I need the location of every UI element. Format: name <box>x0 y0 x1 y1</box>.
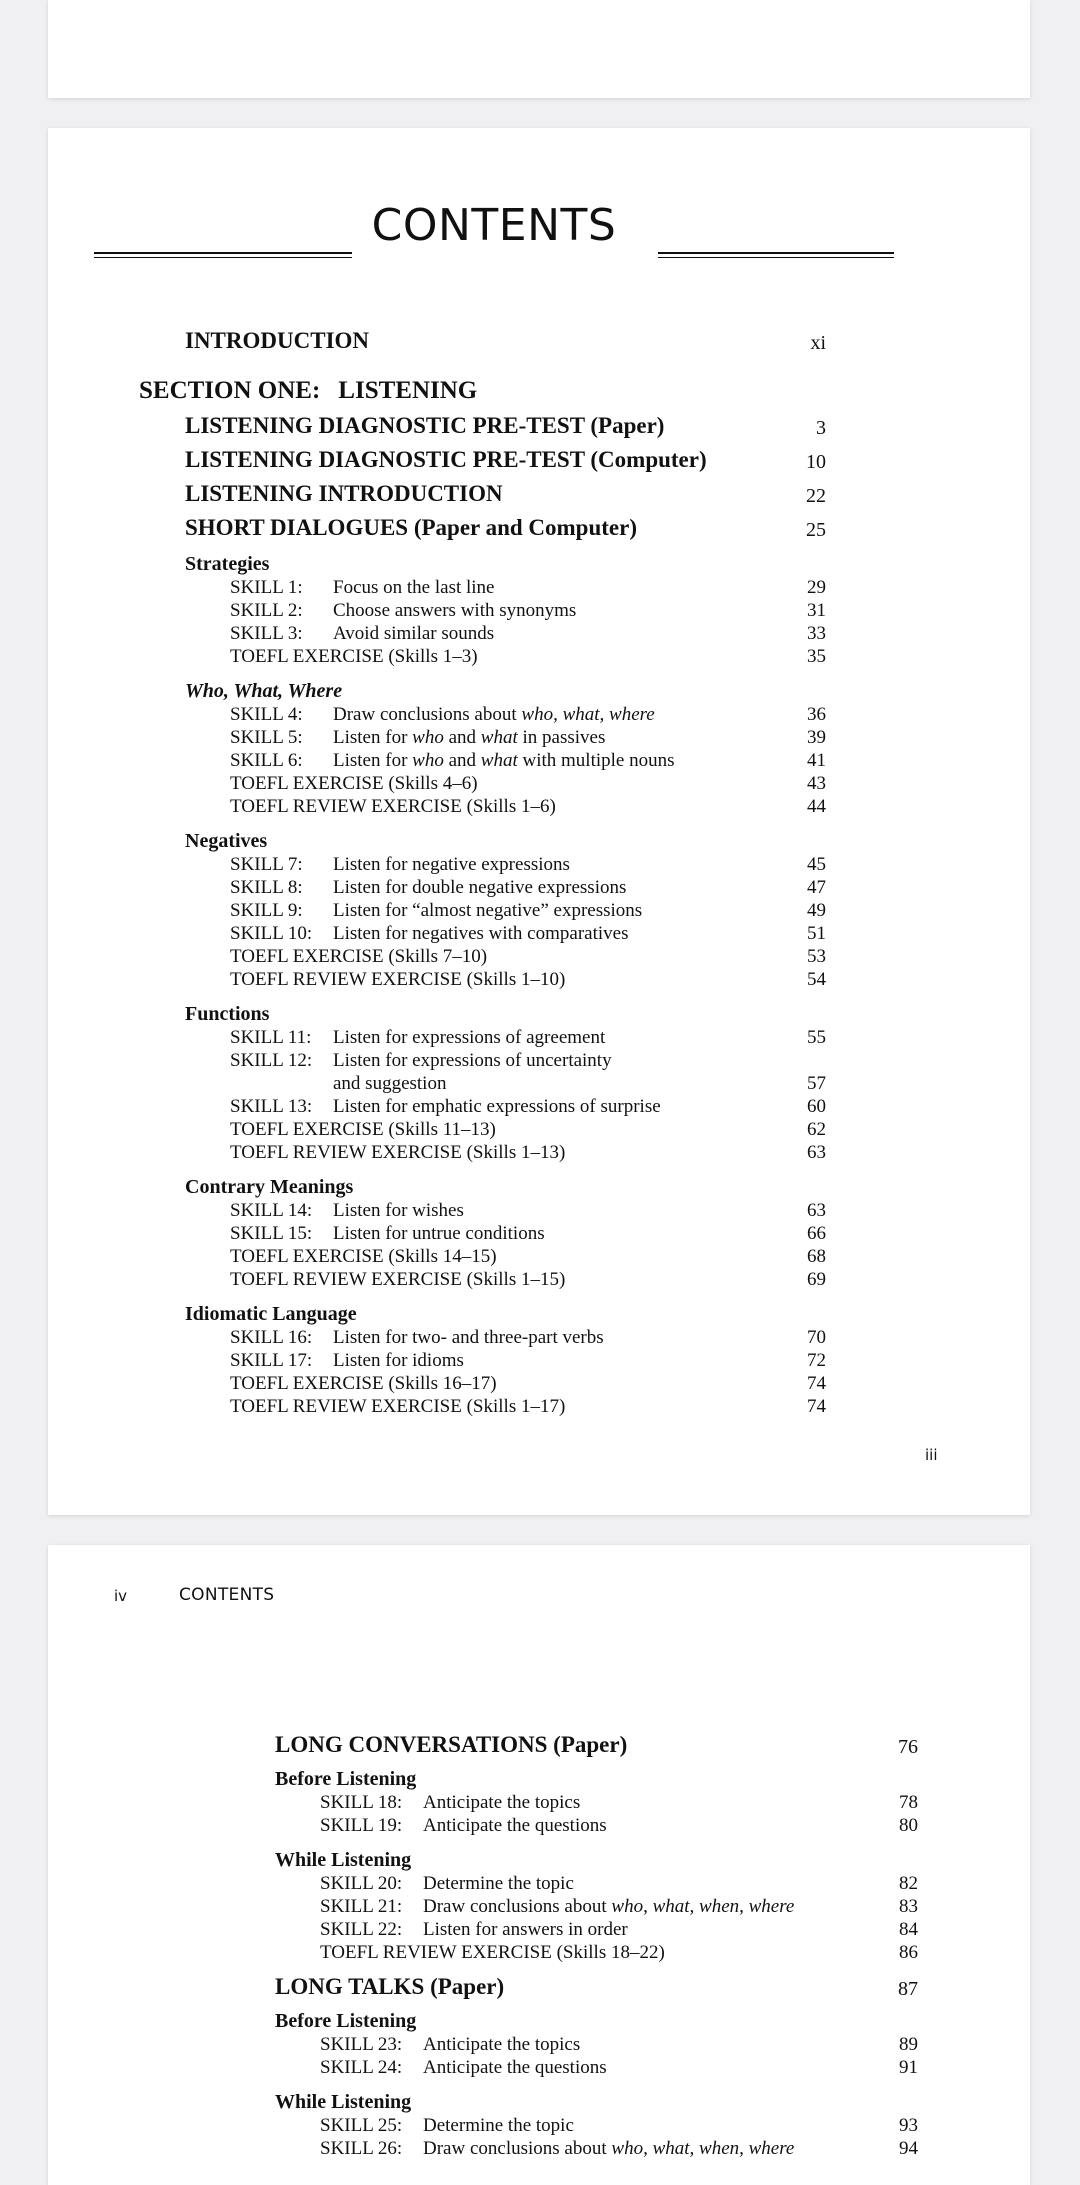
contents-heading <box>94 174 894 251</box>
page-number: 33 <box>807 623 826 644</box>
page-number: 53 <box>807 946 826 967</box>
toc-exercise-entry: TOEFL EXERCISE (Skills 7–10) <box>230 946 488 967</box>
page-number: 68 <box>807 1246 826 1267</box>
page-number: 36 <box>807 704 826 725</box>
page-number: 57 <box>807 1073 826 1094</box>
contents-page-iii <box>48 128 1030 1515</box>
page-number: 72 <box>807 1350 826 1371</box>
toc-major-entry: LONG CONVERSATIONS (Paper) <box>275 1732 628 1757</box>
toc-major-entry: LISTENING INTRODUCTION <box>185 481 503 506</box>
page-number: 41 <box>807 750 826 771</box>
page-folio: iii <box>925 1446 938 1464</box>
page-number: 47 <box>807 877 826 898</box>
page-number: 60 <box>807 1096 826 1117</box>
heading-rule-right-2 <box>658 257 894 258</box>
toc-group-heading: Contrary Meanings <box>185 1176 354 1198</box>
contents-page-iv <box>48 1545 1030 2185</box>
page-number: 10 <box>806 451 826 473</box>
page-number: 43 <box>807 773 826 794</box>
toc-group-heading: Negatives <box>185 830 268 852</box>
heading-rule-left-2 <box>94 257 352 258</box>
page-number: 82 <box>899 1873 918 1894</box>
page-number: 93 <box>899 2115 918 2136</box>
page-number: 87 <box>898 1978 918 2000</box>
toc-group-heading: Idiomatic Language <box>185 1303 357 1325</box>
page-number: xi <box>810 332 826 354</box>
toc-skill-entry: SKILL 23: Anticipate the topics <box>320 2034 581 2055</box>
page-number: 3 <box>816 417 826 439</box>
toc-exercise-entry: TOEFL EXERCISE (Skills 14–15) <box>230 1246 497 1267</box>
toc-skill-entry: SKILL 4: Draw conclusions about who, what, where <box>230 704 655 725</box>
toc-review-entry: TOEFL REVIEW EXERCISE (Skills 1–6) <box>230 796 556 817</box>
page-number: 84 <box>899 1919 918 1940</box>
page-number: 89 <box>899 2034 918 2055</box>
toc-skill-entry: SKILL 24: Anticipate the questions <box>320 2057 607 2078</box>
toc-skill-entry: SKILL 11: Listen for expressions of agreement <box>230 1027 606 1048</box>
toc-skill-entry: SKILL 18: Anticipate the topics <box>320 1792 581 1813</box>
toc-skill-entry: SKILL 17: Listen for idioms <box>230 1350 464 1371</box>
toc-exercise-entry: TOEFL EXERCISE (Skills 4–6) <box>230 773 478 794</box>
page-number: 45 <box>807 854 826 875</box>
section-label: SECTION ONE: <box>139 377 321 404</box>
toc-skill-entry: SKILL 16: Listen for two- and three-part verbs <box>230 1327 604 1348</box>
page-number: 63 <box>807 1142 826 1163</box>
page-number: 29 <box>807 577 826 598</box>
toc-skill-entry: SKILL 1: Focus on the last line <box>230 577 495 598</box>
toc-exercise-entry: TOEFL EXERCISE (Skills 16–17) <box>230 1373 497 1394</box>
toc-group-heading: Strategies <box>185 553 270 575</box>
toc-skill-entry: SKILL 10: Listen for negatives with comparatives <box>230 923 629 944</box>
toc-exercise-entry: TOEFL EXERCISE (Skills 11–13) <box>230 1119 496 1140</box>
page-number: 55 <box>807 1027 826 1048</box>
page-number: 83 <box>899 1896 918 1917</box>
toc-group-heading: Who, What, Where <box>185 680 343 702</box>
toc-skill-entry: SKILL 12: Listen for expressions of uncertainty <box>230 1050 612 1071</box>
toc-introduction: INTRODUCTION <box>185 328 370 353</box>
toc-skill-entry: SKILL 21: Draw conclusions about who, what, when, where <box>320 1896 795 1917</box>
toc-group-heading: Before Listening <box>275 2010 417 2032</box>
running-head: CONTENTS <box>179 1585 275 1605</box>
toc-major-entry: LISTENING DIAGNOSTIC PRE-TEST (Computer) <box>185 447 707 472</box>
toc-skill-entry: SKILL 9: Listen for “almost negative” expressions <box>230 900 643 921</box>
toc-skill-entry: SKILL 8: Listen for double negative expressions <box>230 877 627 898</box>
page-number: 44 <box>807 796 826 817</box>
page-number: 86 <box>899 1942 918 1963</box>
toc-review-entry: TOEFL REVIEW EXERCISE (Skills 1–17) <box>230 1396 566 1417</box>
toc-skill-entry: SKILL 25: Determine the topic <box>320 2115 574 2136</box>
toc-skill-entry: SKILL 15: Listen for untrue conditions <box>230 1223 545 1244</box>
toc-skill-entry: SKILL 7: Listen for negative expressions <box>230 854 570 875</box>
toc-skill-continuation: and suggestion <box>333 1073 447 1094</box>
page-number: 74 <box>807 1396 826 1417</box>
page-number: 22 <box>806 485 826 507</box>
toc-skill-entry: SKILL 14: Listen for wishes <box>230 1200 464 1221</box>
toc-group-heading: Functions <box>185 1003 270 1025</box>
page-number: 76 <box>898 1736 918 1758</box>
page-number: 35 <box>807 646 826 667</box>
page-number: 54 <box>807 969 826 990</box>
page-number: 70 <box>807 1327 826 1348</box>
toc-skill-entry: SKILL 3: Avoid similar sounds <box>230 623 495 644</box>
page-number: 74 <box>807 1373 826 1394</box>
page-number: 91 <box>899 2057 918 2078</box>
toc-group-heading: While Listening <box>275 2091 412 2113</box>
toc-skill-entry: SKILL 19: Anticipate the questions <box>320 1815 607 1836</box>
toc-major-entry: SHORT DIALOGUES (Paper and Computer) <box>185 515 638 540</box>
page-number: 69 <box>807 1269 826 1290</box>
page-number: 80 <box>899 1815 918 1836</box>
page-number: 94 <box>899 2138 918 2159</box>
page-number: 39 <box>807 727 826 748</box>
toc-skill-entry: SKILL 13: Listen for emphatic expressions of surprise <box>230 1096 661 1117</box>
toc-exercise-entry: TOEFL EXERCISE (Skills 1–3) <box>230 646 478 667</box>
page-number: 25 <box>806 519 826 541</box>
section-name: LISTENING <box>338 377 478 404</box>
toc-skill-entry: SKILL 6: Listen for who and what with multiple nouns <box>230 750 675 771</box>
toc-skill-entry: SKILL 2: Choose answers with synonyms <box>230 600 577 621</box>
toc-review-entry: TOEFL REVIEW EXERCISE (Skills 1–10) <box>230 969 566 990</box>
toc-group-heading: While Listening <box>275 1849 412 1871</box>
toc-skill-entry: SKILL 26: Draw conclusions about who, what, when, where <box>320 2138 795 2159</box>
page-folio: iv <box>114 1587 128 1605</box>
page-title: CONTENTS <box>371 200 617 251</box>
toc-group-heading: Before Listening <box>275 1768 417 1790</box>
toc-skill-entry: SKILL 5: Listen for who and what in passives <box>230 727 606 748</box>
page-number: 63 <box>807 1200 826 1221</box>
toc-major-entry: LISTENING DIAGNOSTIC PRE-TEST (Paper) <box>185 413 665 438</box>
toc-skill-entry: SKILL 20: Determine the topic <box>320 1873 574 1894</box>
page-number: 51 <box>807 923 826 944</box>
toc-review-entry: TOEFL REVIEW EXERCISE (Skills 1–15) <box>230 1269 566 1290</box>
toc-major-entry: LONG TALKS (Paper) <box>275 1974 505 1999</box>
page-number: 31 <box>807 600 826 621</box>
toc-review-entry: TOEFL REVIEW EXERCISE (Skills 18–22) <box>320 1942 665 1963</box>
section-heading <box>139 376 477 406</box>
page-number: 78 <box>899 1792 918 1813</box>
previous-page <box>48 0 1030 98</box>
page-number: 49 <box>807 900 826 921</box>
page-number: 66 <box>807 1223 826 1244</box>
page-number: 62 <box>807 1119 826 1140</box>
toc-skill-entry: SKILL 22: Listen for answers in order <box>320 1919 628 1940</box>
toc-review-entry: TOEFL REVIEW EXERCISE (Skills 1–13) <box>230 1142 566 1163</box>
